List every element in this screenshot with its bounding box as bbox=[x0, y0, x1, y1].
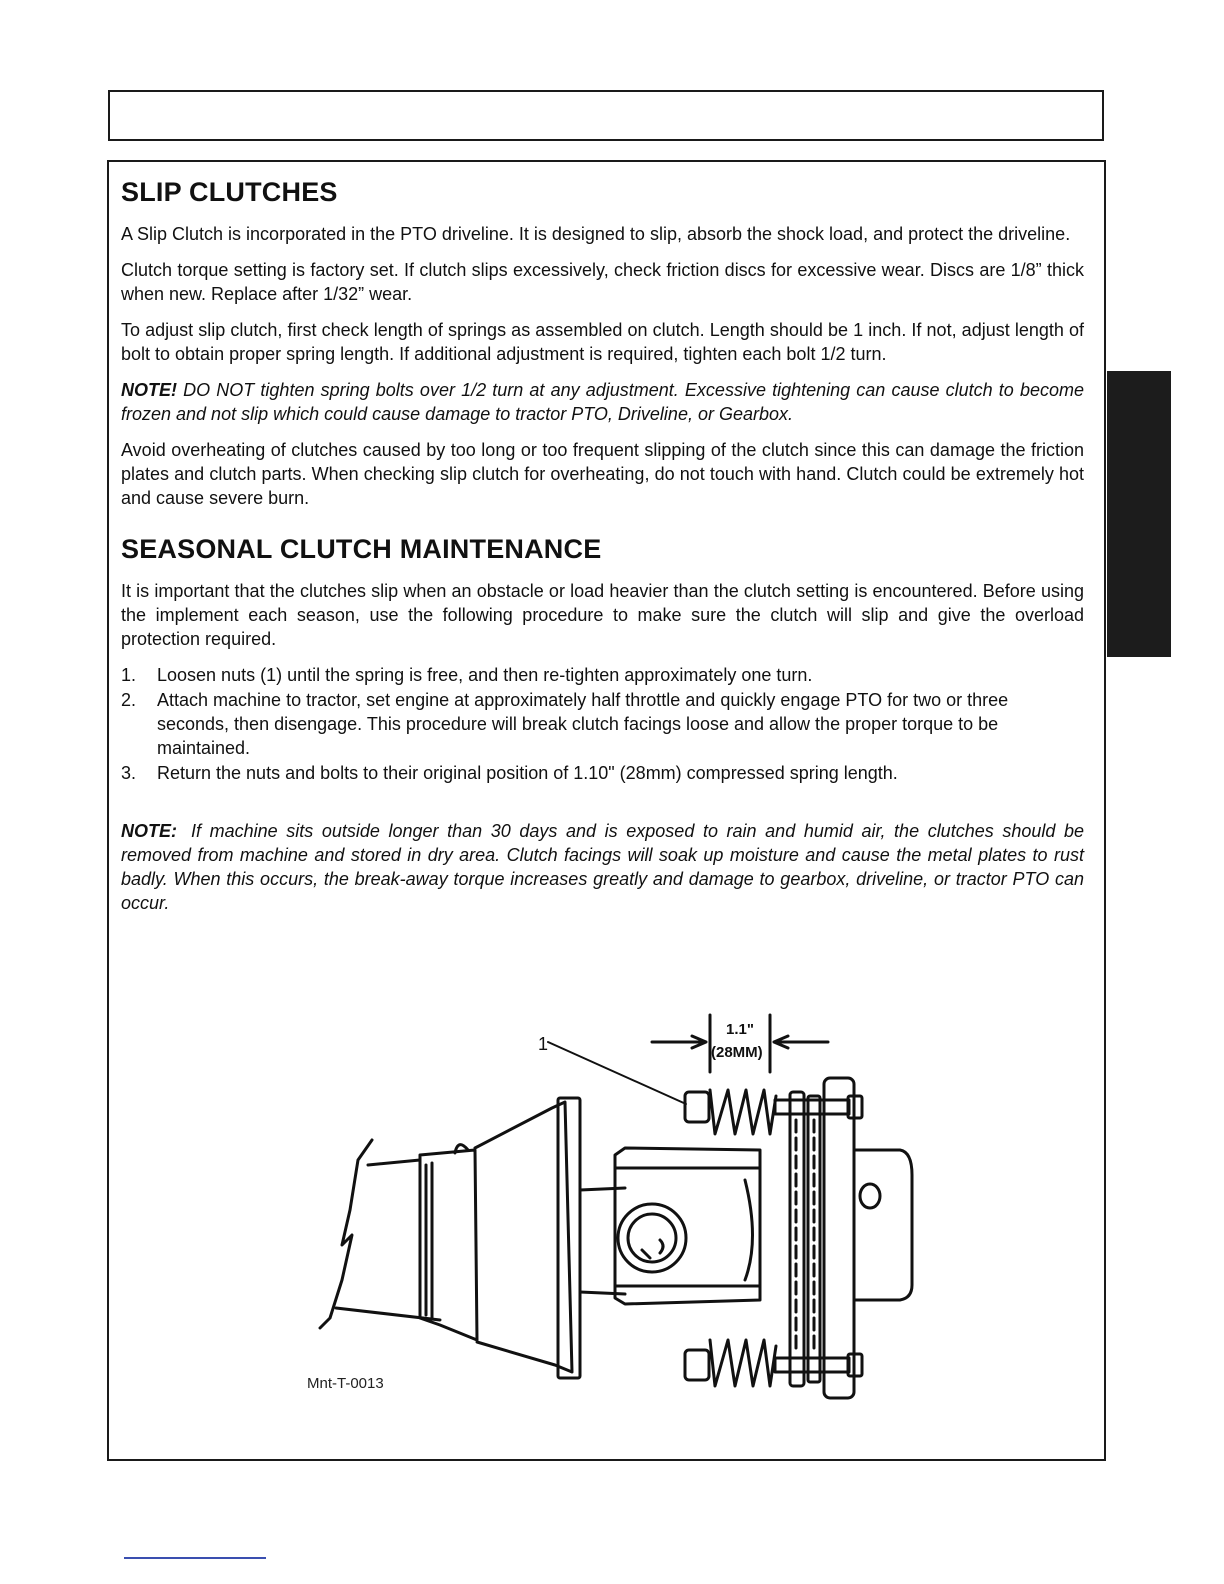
page-content bbox=[121, 174, 1084, 927]
figure-code: Mnt-T-0013 bbox=[307, 1375, 384, 1392]
step-number: 1. bbox=[121, 665, 137, 685]
nut-icon bbox=[685, 1092, 709, 1122]
procedure-list bbox=[121, 663, 1084, 785]
header-box bbox=[108, 90, 1104, 141]
heading-seasonal-maintenance: SEASONAL CLUTCH MAINTENANCE bbox=[121, 534, 602, 564]
note-paragraph bbox=[121, 378, 1084, 426]
list-item bbox=[121, 663, 1084, 687]
clutch-pressure-plate bbox=[824, 1078, 854, 1398]
note-paragraph bbox=[121, 819, 1084, 915]
paragraph: Clutch torque setting is factory set. If clutch slips excessively, check friction discs for excessive wear. Discs are 1/8” thick when new. Replace after 1/32” wear. bbox=[121, 260, 1084, 304]
note-label: NOTE: bbox=[121, 821, 177, 841]
note-text: If machine sits outside longer than 30 days and is exposed to rain and humid air, the clutches should be removed from machine and stored in dry area. Clutch facings will soak up moisture and cause the metal plates to rust badly. When this occurs, the break-away torque increases greatly and damage to gearbox, driveline, or tractor PTO can occur. bbox=[121, 821, 1084, 913]
step-number: 3. bbox=[121, 763, 137, 783]
callout-leader bbox=[548, 1042, 686, 1104]
footer-rule bbox=[124, 1557, 266, 1559]
spring-icon bbox=[710, 1340, 776, 1386]
step-number: 2. bbox=[121, 690, 137, 710]
dimension-mm: (28MM) bbox=[711, 1044, 763, 1061]
note-text: DO NOT tighten spring bolts over 1/2 turn at any adjustment. Excessive tightening can cause clutch to become frozen and not slip which could cause damage to tractor PTO, Driveline, or Gearbox. bbox=[121, 380, 1084, 424]
dimension-arrow bbox=[652, 1036, 706, 1048]
paragraph: A Slip Clutch is incorporated in the PTO driveline. It is designed to slip, absorb the shock load, and protect the driveline. bbox=[121, 224, 1071, 244]
slip-clutch-diagram bbox=[290, 1000, 940, 1410]
heading-slip-clutches: SLIP CLUTCHES bbox=[121, 177, 338, 207]
paragraph: Avoid overheating of clutches caused by too long or too frequent slipping of the clutch since this can damage the friction plates and clutch parts. When checking slip clutch for overheating, do not touch with hand. Clutch could be extremely hot and cause severe burn. bbox=[121, 440, 1084, 508]
paragraph: It is important that the clutches slip when an obstacle or load heavier than the clutch setting is encountered. Before using the implement each season, use the following procedure to make sure the clutch will slip and give the overload protection required. bbox=[121, 581, 1084, 649]
dimension-arrow bbox=[774, 1036, 828, 1048]
paragraph: To adjust slip clutch, first check length of springs as assembled on clutch. Length should be 1 inch. If not, adjust length of bolt to obtain proper spring length. If additional adjustment is required, tighten each bolt 1/2 turn. bbox=[121, 320, 1084, 364]
note-label: NOTE! bbox=[121, 380, 177, 400]
step-text: Return the nuts and bolts to their original position of 1.10" (28mm) compressed spring length. bbox=[157, 763, 898, 783]
nut-icon bbox=[685, 1350, 709, 1380]
callout-number: 1 bbox=[538, 1034, 549, 1054]
u-joint-yoke bbox=[615, 1148, 760, 1304]
dimension-inches: 1.1" bbox=[726, 1021, 754, 1038]
step-text: Attach machine to tractor, set engine at approximately half throttle and quickly engage PTO for two or three seconds, then disengage. This procedure will break clutch facings loose and allow the proper torque to be maintained. bbox=[157, 690, 1009, 758]
spring-icon bbox=[710, 1090, 776, 1134]
clutch-hub bbox=[854, 1150, 912, 1300]
shaft-collar bbox=[420, 1150, 477, 1340]
step-text: Loosen nuts (1) until the spring is free, and then re-tighten approximately one turn. bbox=[157, 665, 813, 685]
list-item bbox=[121, 761, 1084, 785]
section-tab bbox=[1107, 371, 1171, 657]
shaft-break-line bbox=[320, 1140, 372, 1328]
list-item bbox=[121, 688, 1084, 760]
